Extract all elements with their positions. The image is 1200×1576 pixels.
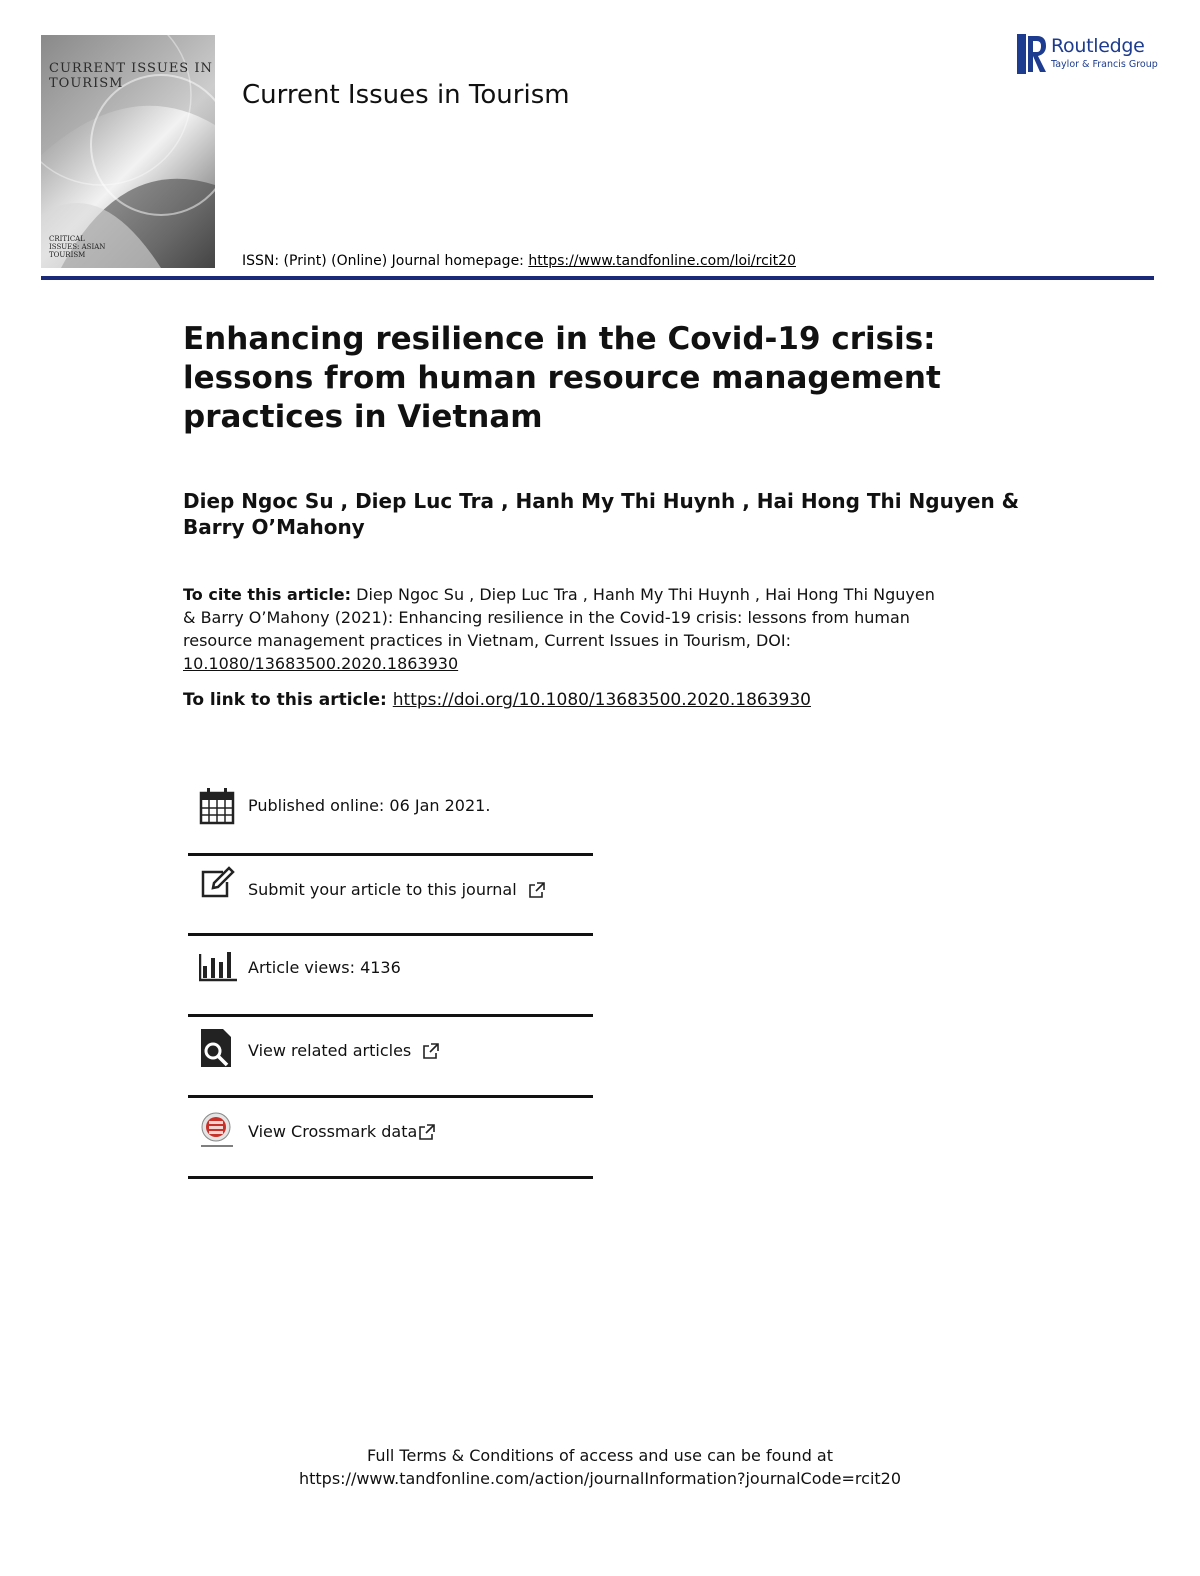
article-link-line bbox=[183, 690, 811, 710]
related-articles-link[interactable] bbox=[248, 1041, 439, 1060]
journal-name: Current Issues in Tourism bbox=[242, 80, 570, 110]
meta-divider bbox=[188, 1176, 593, 1179]
crossmark-label: View Crossmark data bbox=[248, 1122, 418, 1141]
search-document-icon bbox=[199, 1029, 237, 1067]
issn-line bbox=[242, 253, 796, 269]
cite-text: Diep Ngoc Su , Diep Luc Tra , Hanh My Thi Huynh , Hai Hong Thi Nguyen & Barry O’Mahony (2021): Enhancing resilience in the Covid-19 crisis: lessons from human resource management practices in Vietnam, Current Issues in Tourism, DOI: bbox=[183, 585, 935, 650]
submit-article-label: Submit your article to this journal bbox=[248, 880, 517, 899]
bar-chart-icon bbox=[199, 946, 237, 984]
published-date: Published online: 06 Jan 2021. bbox=[248, 796, 491, 815]
header-divider bbox=[41, 276, 1154, 280]
article-authors: Diep Ngoc Su , Diep Luc Tra , Hanh My Thi Huynh , Hai Hong Thi Nguyen & Barry O’Mahony bbox=[183, 489, 1020, 539]
cite-label: To cite this article: bbox=[183, 585, 352, 604]
external-link-icon bbox=[528, 882, 545, 899]
cover-title: CURRENT ISSUES IN TOURISM bbox=[49, 61, 213, 91]
publisher-logo bbox=[1017, 34, 1162, 76]
crossmark-icon bbox=[199, 1112, 237, 1150]
journal-cover-image bbox=[41, 35, 215, 268]
related-articles-label: View related articles bbox=[248, 1041, 412, 1060]
edit-icon bbox=[199, 866, 237, 904]
cover-bottom-text: CRITICAL ISSUES: ASIAN TOURISM bbox=[49, 235, 106, 259]
article-title: Enhancing resilience in the Covid-19 crisis: lessons from human resource management practices in Vietnam bbox=[183, 321, 941, 435]
cite-doi-link[interactable]: 10.1080/13683500.2020.1863930 bbox=[183, 654, 459, 673]
publisher-subtitle: Taylor & Francis Group bbox=[1051, 59, 1158, 70]
article-doi-link[interactable]: https://doi.org/10.1080/13683500.2020.1863930 bbox=[392, 690, 811, 710]
publisher-name: Routledge bbox=[1051, 35, 1145, 57]
submit-article-link[interactable] bbox=[248, 880, 545, 899]
footer bbox=[0, 1444, 1200, 1490]
meta-divider bbox=[188, 1095, 593, 1098]
footer-terms-text: Full Terms & Conditions of access and use can be found at bbox=[366, 1446, 834, 1465]
external-link-icon bbox=[418, 1124, 435, 1141]
meta-divider bbox=[188, 1014, 593, 1017]
link-label: To link to this article: bbox=[183, 690, 387, 710]
calendar-icon bbox=[199, 787, 237, 825]
footer-terms-link[interactable]: https://www.tandfonline.com/action/journalInformation?journalCode=rcit20 bbox=[298, 1469, 902, 1488]
meta-divider bbox=[188, 853, 593, 856]
crossmark-link[interactable] bbox=[248, 1122, 435, 1141]
routledge-logo-icon bbox=[1017, 34, 1047, 74]
external-link-icon bbox=[422, 1043, 439, 1060]
article-views: Article views: 4136 bbox=[248, 958, 401, 977]
journal-homepage-link[interactable]: https://www.tandfonline.com/loi/rcit20 bbox=[528, 253, 796, 269]
meta-divider bbox=[188, 933, 593, 936]
issn-text: ISSN: (Print) (Online) Journal homepage: bbox=[242, 253, 529, 269]
citation-block bbox=[183, 583, 943, 675]
